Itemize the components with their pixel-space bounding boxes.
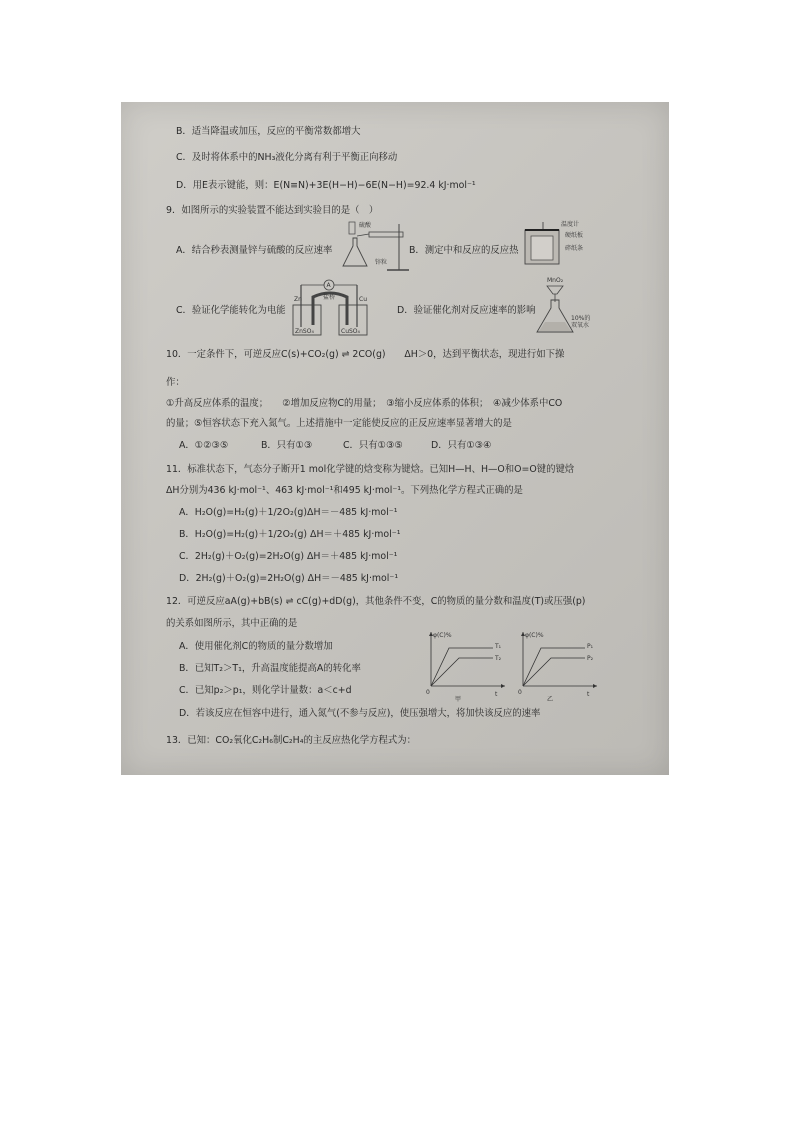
graph-yi-curve-p2: P₂ bbox=[587, 655, 594, 662]
graph-yi-origin: 0 bbox=[518, 689, 522, 696]
q12-option-c: C．已知p₂＞p₁，则化学计量数：a＜c+d bbox=[179, 685, 352, 696]
q10-option-d: D．只有①③④ bbox=[431, 440, 492, 451]
figure-d-label-h2o2: 双氧水 bbox=[571, 322, 590, 329]
q12-option-d: D．若该反应在恒容中进行，通入氮气(不参与反应)，使压强增大，将加快该反应的速率 bbox=[179, 708, 541, 719]
figure-b-label-board: 硬纸板 bbox=[565, 232, 584, 239]
q11-option-b: B．H₂O(g)=H₂(g)＋1/2O₂(g) ΔH＝＋485 kJ·mol⁻¹ bbox=[179, 529, 401, 540]
q12-stem-line1: 12．可逆反应aA(g)+bB(s) ⇌ cC(g)+dD(g)，其他条件不变，C的物质的量分数和温度(T)或压强(p) bbox=[166, 596, 586, 607]
graph-yi-xlabel: t bbox=[587, 691, 590, 698]
graph-jia-ylabel: φ(C)% bbox=[433, 632, 452, 639]
q8-option-c: C．及时将体系中的NH₃液化分离有利于平衡正向移动 bbox=[176, 152, 398, 163]
q10-option-a: A．①②③⑤ bbox=[179, 440, 229, 451]
graph-jia-curve-t1: T₁ bbox=[495, 643, 502, 650]
figure-d-label-mno2: MnO₂ bbox=[547, 277, 564, 284]
figure-d-label-pct: 10%的 bbox=[571, 315, 591, 322]
q9-stem: 9．如图所示的实验装置不能达到实验目的是（ ） bbox=[166, 205, 379, 216]
q10-option-b: B．只有①③ bbox=[261, 440, 313, 451]
q8-option-b: B．适当降温或加压，反应的平衡常数都增大 bbox=[176, 126, 361, 137]
figure-d-catalyst-flask bbox=[533, 274, 593, 338]
q10-stem-line2: 作： bbox=[166, 377, 185, 388]
q9-option-d: D．验证催化剂对反应速率的影响 bbox=[397, 305, 536, 316]
q11-option-c: C．2H₂(g)＋O₂(g)=2H₂O(g) ΔH＝＋485 kJ·mol⁻¹ bbox=[179, 551, 398, 562]
figure-c-label-cu: Cu bbox=[359, 296, 367, 303]
q11-option-d: D．2H₂(g)＋O₂(g)=2H₂O(g) ΔH＝－485 kJ·mol⁻¹ bbox=[179, 573, 399, 584]
figure-a-apparatus bbox=[339, 220, 411, 272]
graph-jia-origin: 0 bbox=[426, 689, 430, 696]
exam-photo bbox=[121, 102, 669, 775]
q13-stem: 13．已知：CO₂氧化C₂H₆制C₂H₄的主反应热化学方程式为： bbox=[166, 735, 416, 746]
q12-stem-line2: 的关系如图所示，其中正确的是 bbox=[166, 618, 298, 629]
figure-c-label-zn: Zn bbox=[294, 296, 302, 303]
graph-jia-xlabel: t bbox=[495, 691, 498, 698]
q10-option-c: C．只有①③⑤ bbox=[343, 440, 403, 451]
q12-option-b: B．已知T₂＞T₁，升高温度能提高A的转化率 bbox=[179, 663, 361, 674]
q11-stem-line1: 11．标准状态下，气态分子断开1 mol化学键的焓变称为键焓。已知H—H、H—O和O=O键的键焓 bbox=[166, 464, 575, 475]
figure-c-label-znso4: ZnSO₄ bbox=[295, 328, 314, 335]
graph-jia-curve-t2: T₂ bbox=[495, 655, 502, 662]
figure-c-label-cuso4: CuSO₄ bbox=[341, 328, 360, 335]
q9-option-c: C．验证化学能转化为电能 bbox=[176, 305, 286, 316]
q12-option-a: A．使用催化剂C的物质的量分数增加 bbox=[179, 641, 333, 652]
figure-c-label-bridge: 盐桥 bbox=[323, 294, 336, 301]
figure-b-label-paper: 碎纸条 bbox=[565, 245, 584, 252]
figure-a-label-acid: 硫酸 bbox=[359, 222, 372, 229]
figure-b-label-thermometer: 温度计 bbox=[561, 221, 580, 228]
figure-c-galvanic-cell bbox=[291, 277, 371, 339]
graph-jia-caption: 甲 bbox=[455, 696, 462, 703]
figure-b-calorimeter bbox=[521, 220, 603, 268]
graph-jia bbox=[423, 628, 509, 703]
graph-yi-ylabel: φ(C)% bbox=[525, 632, 544, 639]
q11-stem-line2: ΔH分别为436 kJ·mol⁻¹、463 kJ·mol⁻¹和495 kJ·mol⁻¹。下列热化学方程式正确的是 bbox=[166, 485, 523, 496]
q10-stem-line3: ①升高反应体系的温度； ②增加反应物C的用量； ③缩小反应体系的体积； ④减少体系中CO bbox=[166, 398, 563, 409]
graph-yi bbox=[515, 628, 601, 703]
graph-yi-curve-p1: P₁ bbox=[587, 643, 594, 650]
q10-stem-line4: 的量；⑤恒容状态下充入氮气。上述措施中一定能使反应的正反应速率显著增大的是 bbox=[166, 418, 512, 429]
q10-stem-line1: 10．一定条件下，可逆反应C(s)+CO₂(g) ⇌ 2CO(g) ΔH＞0，达到平衡状态，现进行如下操 bbox=[166, 349, 565, 360]
graph-yi-caption: 乙 bbox=[547, 696, 554, 703]
q9-option-a: A．结合秒表测量锌与硫酸的反应速率 bbox=[176, 245, 333, 256]
q8-option-d: D．用E表示键能，则：E(N≡N)+3E(H−H)−6E(N−H)=92.4 kJ·mol⁻¹ bbox=[176, 180, 476, 191]
q11-option-a: A．H₂O(g)=H₂(g)＋1/2O₂(g)ΔH＝－485 kJ·mol⁻¹ bbox=[179, 507, 398, 518]
figure-a-label-zinc: 锌粒 bbox=[375, 259, 388, 266]
q9-option-b: B．测定中和反应的反应热 bbox=[409, 245, 519, 256]
svg-text:A: A bbox=[326, 282, 331, 289]
